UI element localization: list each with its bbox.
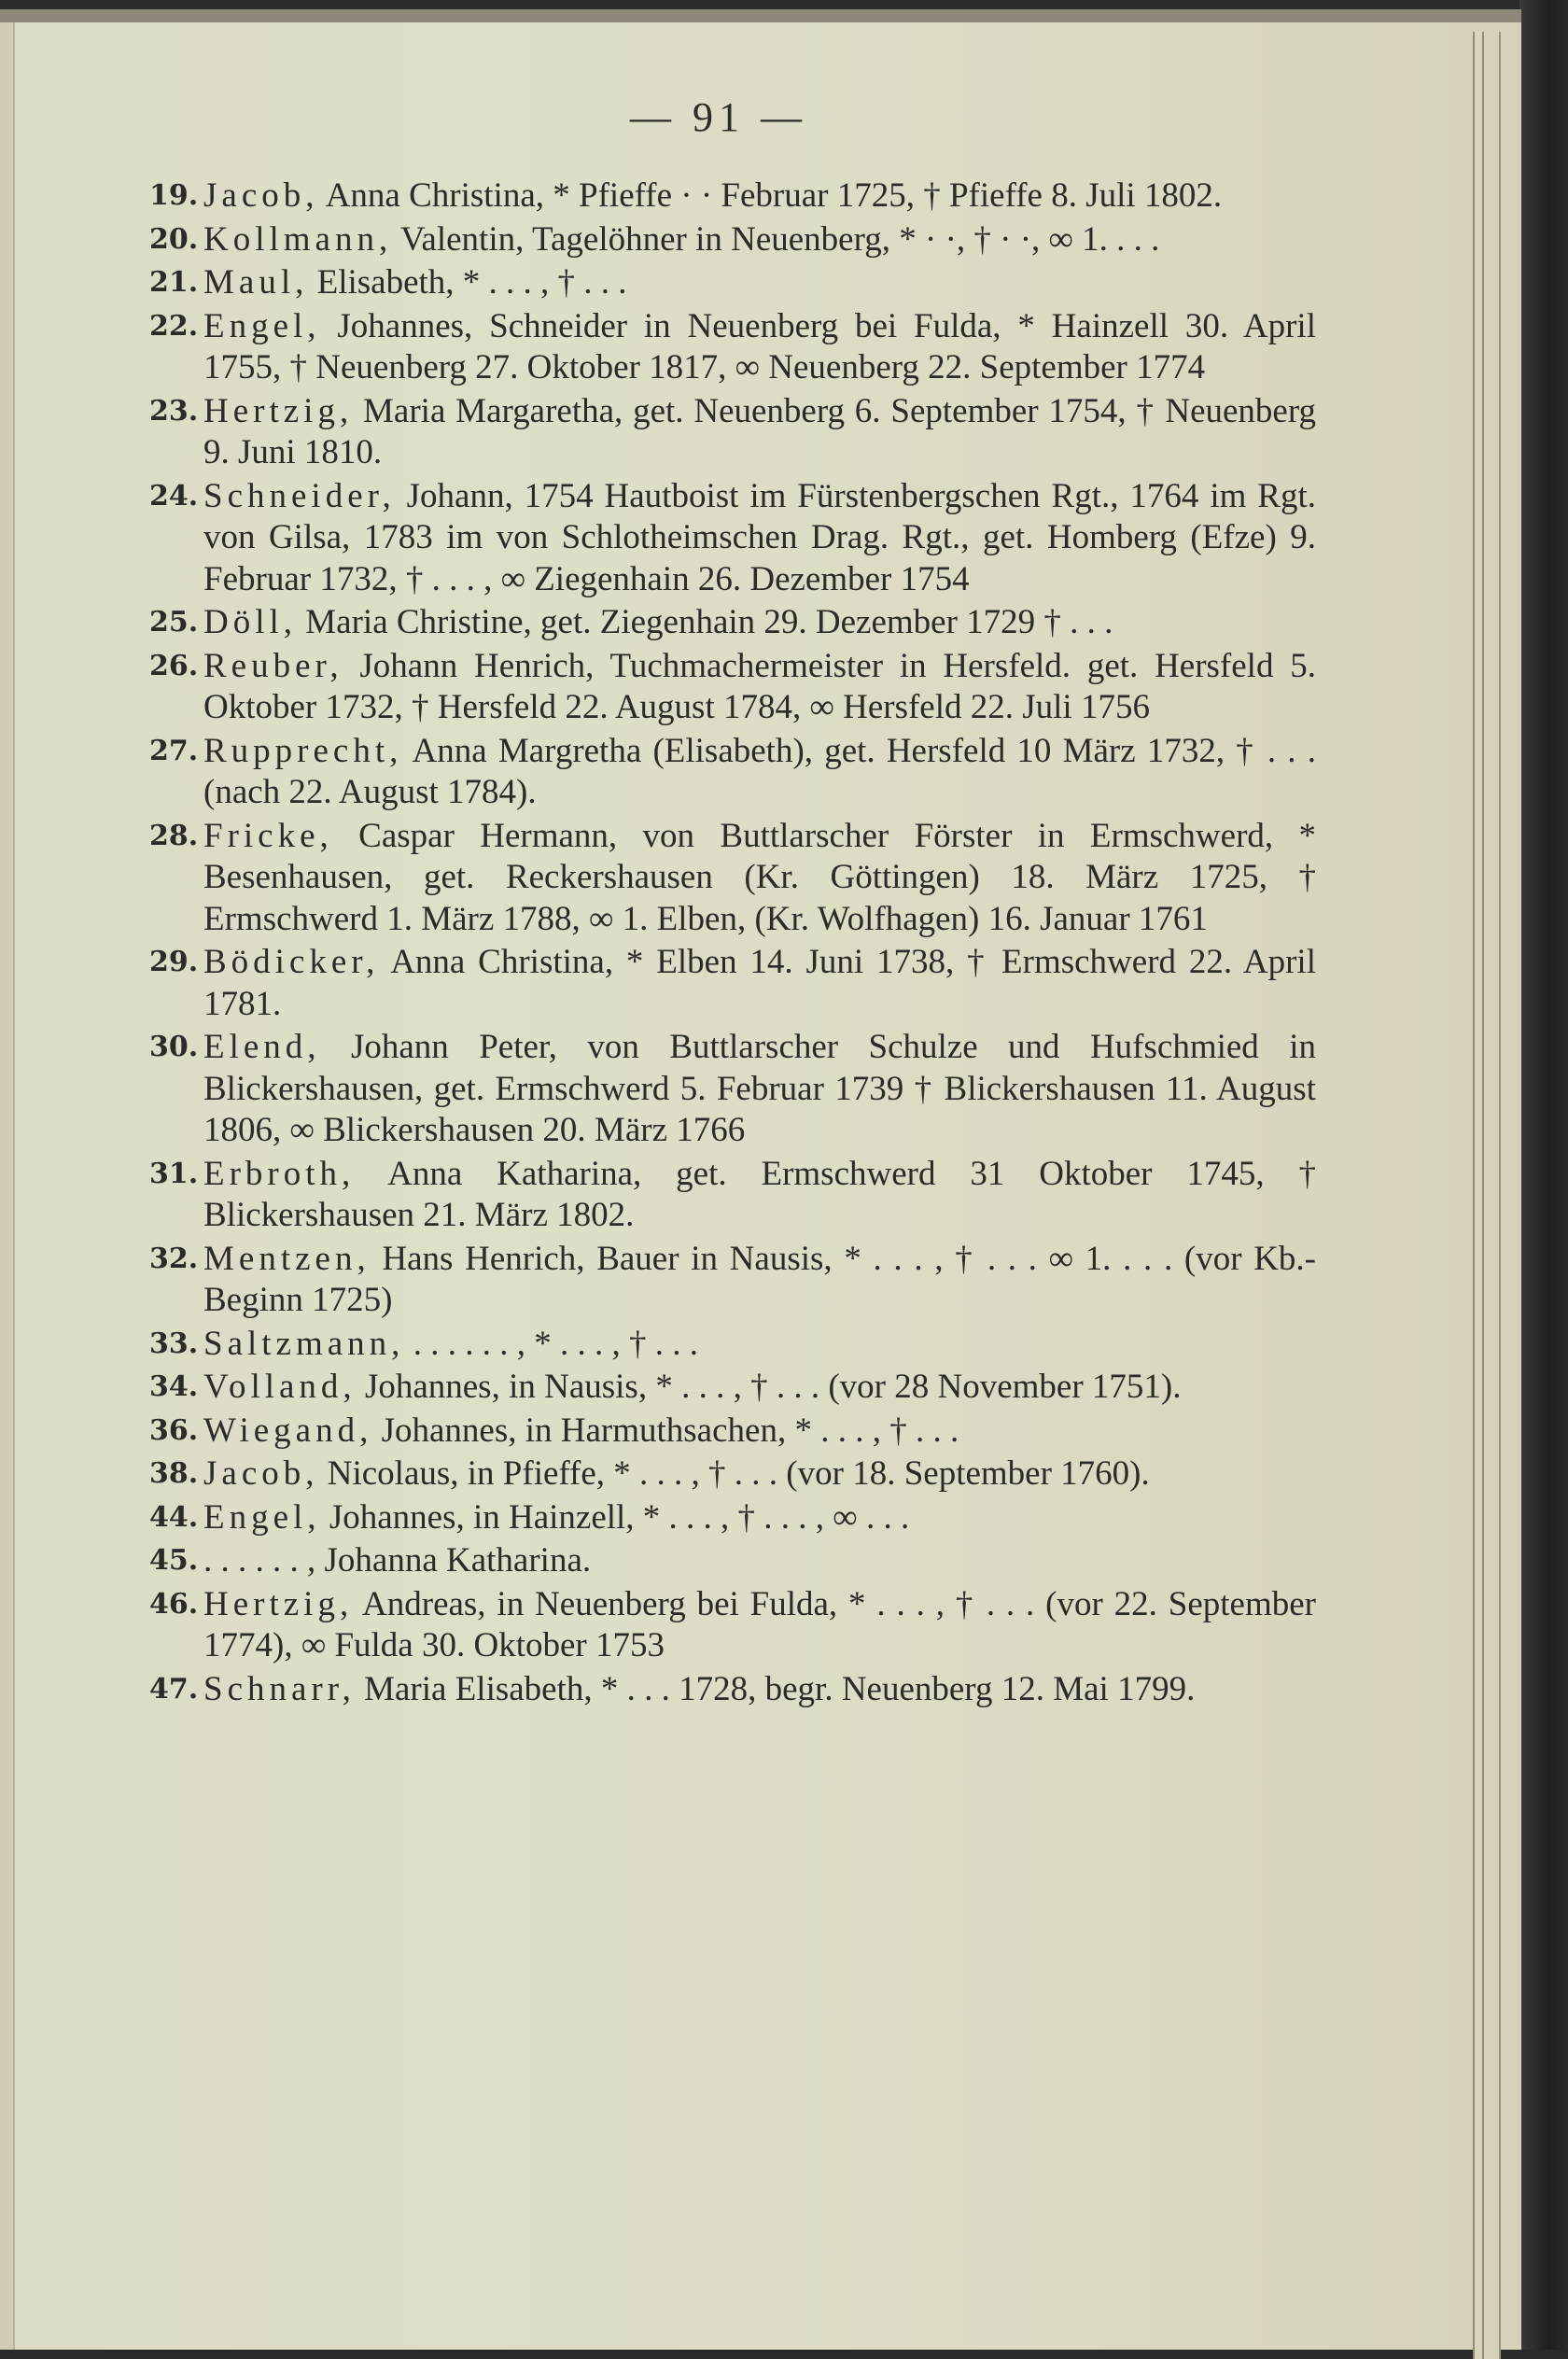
entry-33 [149,1324,1316,1366]
entry-text [203,176,1316,218]
entry-details: Johann Henrich, Tuchmachermeister in Hersfeld. get. Hersfeld 5. Oktober 1732, † Hersfeld 22. August 1784, ∞ Hersfeld 22. Juli 1756 [203,646,1316,726]
entry-text [203,1411,1316,1453]
entry-31 [149,1154,1316,1237]
entry-number: 47. [149,1672,199,1706]
page-edge-lines [1473,32,1521,2359]
entry-details: Johannes, in Hainzell, * . . . , † . . . , ∞ . . . [320,1497,910,1537]
entry-number: 36. [149,1413,199,1447]
entry-details: Anna Margretha (Elisabeth), get. Hersfeld 10 März 1732, † . . . (nach 22. August 1784). [203,731,1316,811]
entry-44 [149,1497,1316,1539]
entry-surname: Jacob, [203,176,319,215]
entry-36 [149,1411,1316,1453]
entry-details: Johann, 1754 Hautboist im Fürstenbergschen Rgt., 1764 im Rgt. von Gilsa, 1783 im von Schlotheimschen Drag. Rgt., get. Homberg (Efze) 9. Februar 1732, † . . . , ∞ Ziegenhain 26. Dezember 1754 [203,476,1316,598]
entry-surname: Döll, [203,603,298,641]
entry-text [203,1027,1316,1152]
entry-number: 21. [149,266,199,299]
entry-details: Andreas, in Neuenberg bei Fulda, * . . . , † . . . (vor 22. September 1774), ∞ Fulda 30. Oktober 1753 [203,1584,1316,1664]
entry-surname: Saltzmann, [203,1324,405,1363]
entry-46 [149,1584,1316,1667]
entry-text [203,602,1316,644]
page-number: — 91 — [630,94,807,140]
entry-19 [149,176,1316,218]
entry-number: 27. [149,734,199,767]
entry-details: Elisabeth, * . . . , † . . . [308,263,627,302]
entry-details: Johannes, in Nausis, * . . . , † . . . (vor 28 November 1751). [356,1368,1182,1406]
entry-details: Anna Christina, * Pfieffe · · Februar 1725, † Pfieffe 8. Juli 1802. [318,176,1223,215]
entry-number: 19. [149,179,199,212]
entry-number: 29. [149,946,199,978]
genealogy-entry-list [149,176,1316,1712]
entry-number: 44. [149,1500,199,1534]
entry-number: 34. [149,1370,199,1403]
entry-surname: Kollmann, [203,219,393,259]
entry-details: Anna Katharina, get. Ermschwerd 31 Oktober 1745, † Blickershausen 21. März 1802. [203,1154,1316,1234]
entry-number: 38. [149,1457,199,1490]
entry-surname: Maul, [203,263,309,302]
entry-number: 45. [149,1544,199,1577]
entry-number: 31. [149,1157,199,1190]
entry-surname: Reuber, [203,646,343,685]
entry-26 [149,646,1316,729]
entry-text [203,816,1316,941]
entry-surname: Schnarr, [203,1669,356,1708]
entry-text [203,391,1316,474]
entry-number: 46. [149,1587,199,1621]
entry-27 [149,731,1316,814]
entry-number: 23. [149,394,199,428]
entry-details: Maria Margaretha, get. Neuenberg 6. September 1754, † Neuenberg 9. Juni 1810. [203,391,1316,471]
entry-details: . . . . . . , Johanna Katharina. [203,1541,592,1580]
entry-45 [149,1540,1316,1582]
entry-text [203,219,1316,261]
entry-details: Johannes, Schneider in Neuenberg bei Fulda, * Hainzell 30. April 1755, † Neuenberg 27. Oktober 1817, ∞ Neuenberg 22. September 1774 [203,306,1316,386]
entry-text [203,1239,1316,1322]
entry-surname: Wiegand, [203,1411,373,1450]
entry-text [203,731,1316,814]
entry-surname: Elend, [203,1028,321,1066]
entry-32 [149,1239,1316,1322]
entry-text [203,1540,1316,1582]
entry-text [203,1324,1316,1366]
entry-surname: Fricke, [203,816,333,855]
entry-number: 32. [149,1242,199,1275]
entry-34 [149,1367,1316,1409]
entry-25 [149,602,1316,644]
entry-28 [149,816,1316,941]
entry-21 [149,262,1316,304]
entry-surname: Engel, [203,306,321,345]
entry-surname: Hertzig, [203,1584,354,1623]
entry-number: 24. [149,479,199,513]
entry-surname: Rupprecht, [203,731,403,770]
entry-24 [149,476,1316,601]
entry-text [203,646,1316,729]
entry-details: Hans Henrich, Bauer in Nausis, * . . . , † . . . ∞ 1. . . . (vor Kb.-Beginn 1725) [203,1239,1316,1319]
entry-number: 20. [149,222,199,256]
entry-surname: Bödicker, [203,943,380,981]
entry-details: Valentin, Tagelöhner in Neuenberg, * · ·, † · ·, ∞ 1. . . . [392,219,1160,259]
entry-details: Maria Elisabeth, * . . . 1728, begr. Neuenberg 12. Mai 1799. [355,1669,1196,1708]
entry-surname: Erbroth, [203,1154,356,1193]
entry-surname: Schneider, [203,476,396,515]
book-spine [1519,0,1568,2350]
entry-surname: Volland, [203,1368,357,1406]
entry-22 [149,306,1316,389]
entry-surname: Engel, [203,1497,321,1537]
entry-details: Caspar Hermann, von Buttlarscher Förster in Ermschwerd, * Besenhausen, get. Reckershausen (Kr. Göttingen) 18. März 1725, † Ermschwerd 1. März 1788, ∞ 1. Elben, (Kr. Wolfhagen) 16. Januar 1761 [203,816,1316,938]
entry-number: 26. [149,649,199,682]
entry-text [203,1497,1316,1539]
entry-number: 33. [149,1327,199,1360]
entry-text [203,306,1316,389]
entry-number: 30. [149,1031,199,1063]
entry-text [203,942,1316,1025]
entry-number: 28. [149,819,199,852]
entry-number: 25. [149,606,199,639]
entry-surname: Jacob, [203,1454,319,1493]
entry-23 [149,391,1316,474]
entry-text [203,1584,1316,1667]
entry-surname: Mentzen, [203,1239,371,1278]
entry-details: Maria Christine, get. Ziegenhain 29. Dezember 1729 † . . . [297,603,1113,641]
entry-38 [149,1453,1316,1495]
entry-47 [149,1669,1316,1711]
entry-details: . . . . . . , * . . . , † . . . [404,1324,698,1363]
entry-details: Johannes, in Harmuthsachen, * . . . , † . . . [372,1411,959,1450]
entry-details: Nicolaus, in Pfieffe, * . . . , † . . . (vor 18. September 1760). [318,1454,1150,1493]
entry-text [203,1453,1316,1495]
entry-text [203,1154,1316,1237]
entry-29 [149,942,1316,1025]
entry-text [203,262,1316,304]
entry-text [203,1367,1316,1409]
entry-number: 22. [149,309,199,343]
entry-details: Anna Christina, * Elben 14. Juni 1738, † Ermschwerd 22. April 1781. [203,943,1316,1023]
entry-30 [149,1027,1316,1152]
entry-text [203,1669,1316,1711]
entry-surname: Hertzig, [203,391,354,430]
entry-details: Johann Peter, von Buttlarscher Schulze und Hufschmied in Blickershausen, get. Ermschwerd 5. Februar 1739 † Blickershausen 11. August 1806, ∞ Blickershausen 20. März 1766 [203,1028,1316,1149]
entry-20 [149,219,1316,261]
entry-text [203,476,1316,601]
